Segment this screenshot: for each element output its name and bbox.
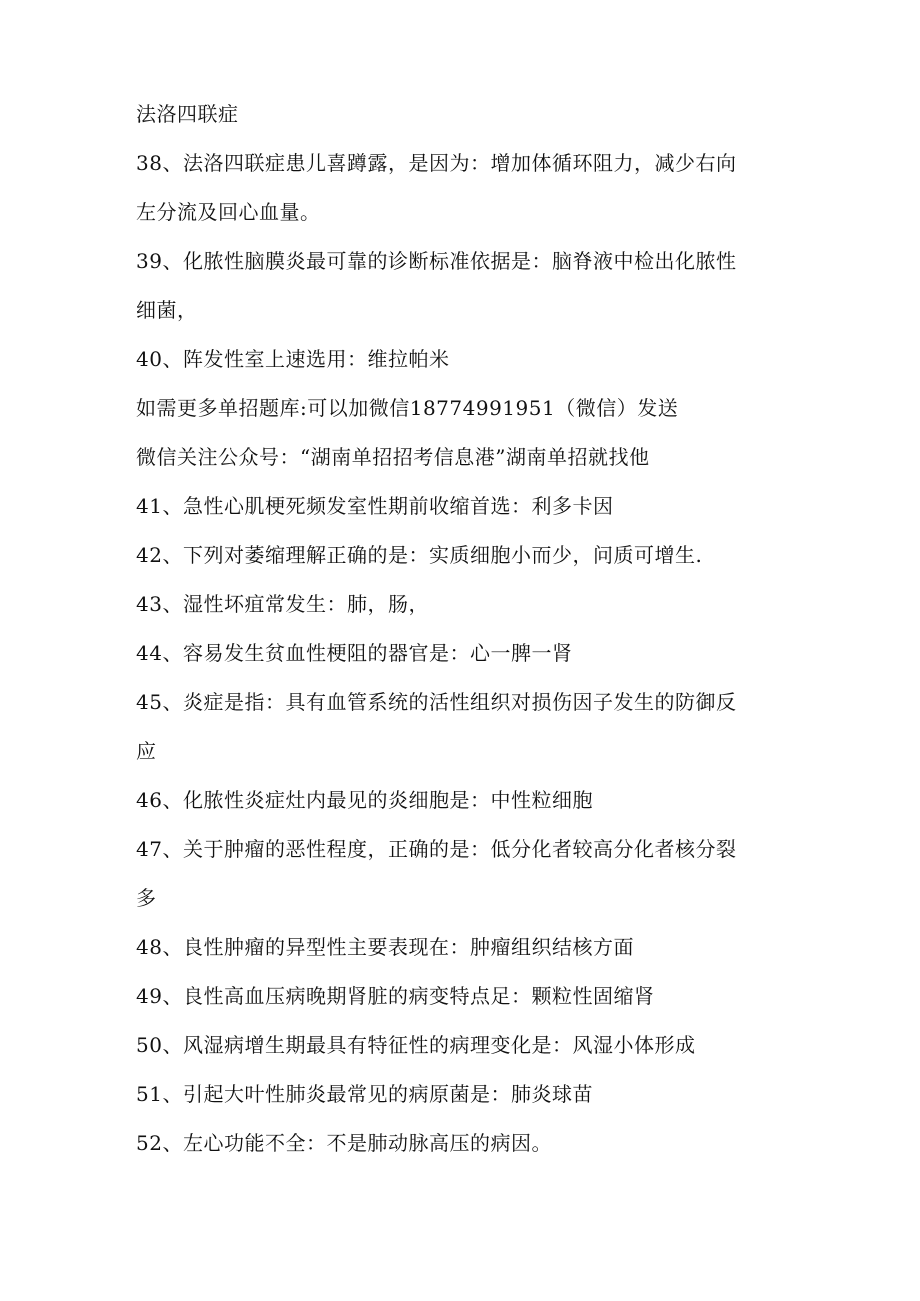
text-line: 50、风湿病增生期最具有特征性的病理变化是：风湿小体形成	[136, 1033, 696, 1057]
text-line: 41、急性心肌梗死频发室性期前收缩首选：利多卡因	[136, 494, 614, 518]
text-line: 应	[136, 739, 157, 763]
text-line: 52、左心功能不全：不是肺动脉高压的病因。	[136, 1131, 552, 1155]
text-line: 43、湿性坏疽常发生：肺，肠，	[136, 592, 429, 616]
text-line: 多	[136, 886, 157, 910]
text-line: 左分流及回心血量。	[136, 200, 321, 224]
text-line: 40、阵发性室上速选用：维拉帕米	[136, 347, 450, 371]
text-line: 42、下列对萎缩理解正确的是：实质细胞小而少，问质可增生.	[136, 543, 703, 567]
text-line: 46、化脓性炎症灶内最见的炎细胞是：中性粒细胞	[136, 788, 593, 812]
text-line: 如需更多单招题库:可以加微信18774991951（微信）发送	[136, 396, 679, 420]
document-body	[136, 90, 796, 1168]
text-line: 38、法洛四联症患儿喜蹲露，是因为：增加体循环阻力，减少右向	[136, 151, 737, 175]
text-line: 51、引起大叶性肺炎最常见的病原菌是：肺炎球苗	[136, 1082, 593, 1106]
text-line: 微信关注公众号：“湖南单招招考信息港”湖南单招就找他	[136, 445, 650, 469]
text-line: 44、容易发生贫血性梗阻的器官是：心一脾一肾	[136, 641, 573, 665]
text-line: 39、化脓性脑膜炎最可靠的诊断标准依据是：脑脊液中检出化脓性	[136, 249, 737, 273]
text-line: 49、良性高血压病晚期肾脏的病变特点足：颗粒性固缩肾	[136, 984, 655, 1008]
text-line: 45、炎症是指：具有血管系统的活性组织对损伤因子发生的防御反	[136, 690, 737, 714]
section-heading: 法洛四联症	[136, 102, 239, 126]
text-line: 细菌，	[136, 298, 198, 322]
text-line: 47、关于肿瘤的恶性程度，正确的是：低分化者较高分化者核分裂	[136, 837, 737, 861]
text-line: 48、良性肿瘤的异型性主要表现在：肿瘤组织结核方面	[136, 935, 634, 959]
